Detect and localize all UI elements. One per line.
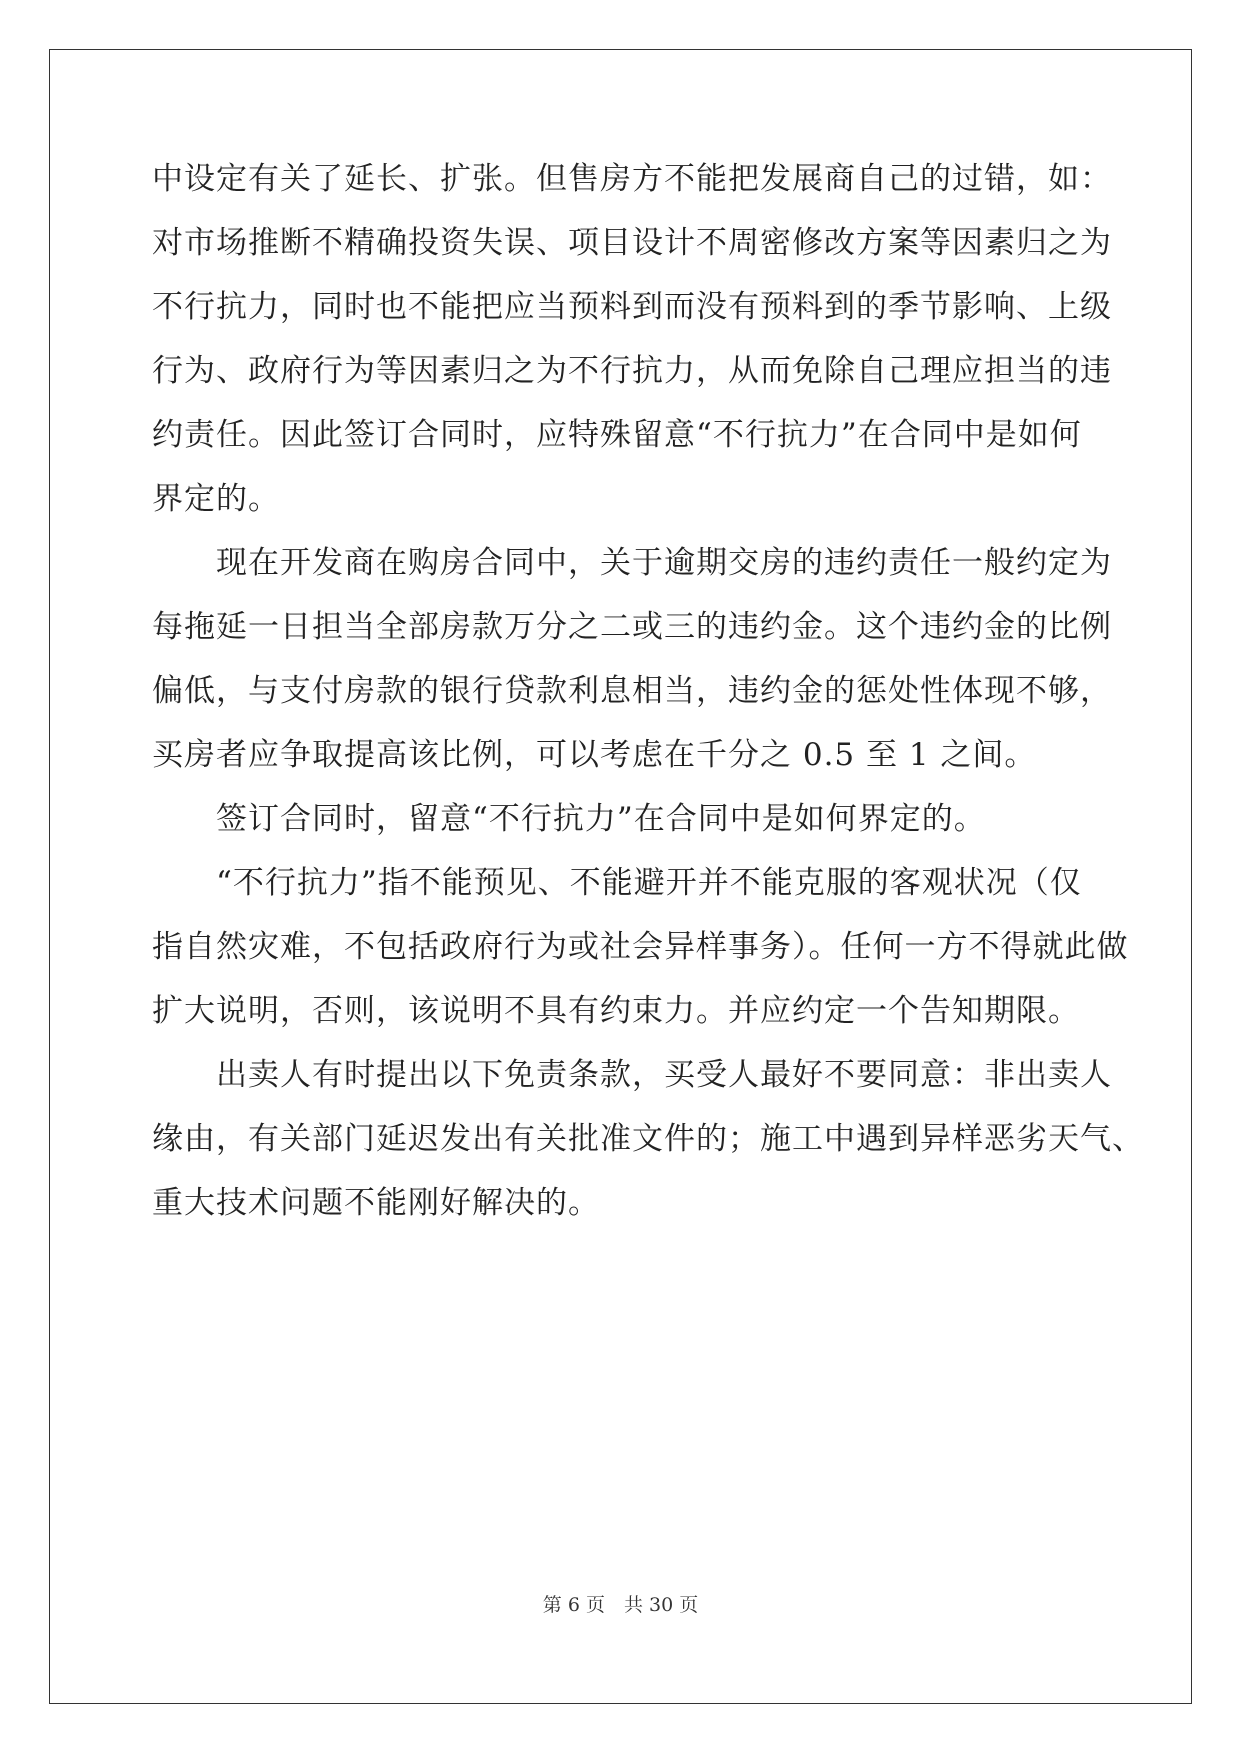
text-line: 扩大说明，否则，该说明不具有约束力。并应约定一个告知期限。	[152, 993, 1080, 1029]
text-line: 中设定有关了延长、扩张。但售房方不能把发展商自己的过错，如：	[152, 161, 1112, 197]
text-line: 出卖人有时提出以下免责条款，买受人最好不要同意：非出卖人	[152, 1057, 1112, 1093]
text-line: 对市场推断不精确投资失误、项目设计不周密修改方案等因素归之为	[152, 225, 1112, 261]
text-line: 买房者应争取提高该比例，可以考虑在千分之 0.5 至 1 之间。	[152, 737, 1037, 773]
text-line: 缘由，有关部门延迟发出有关批准文件的；施工中遇到异样恶劣天气、	[152, 1121, 1144, 1157]
text-line: 不行抗力，同时也不能把应当预料到而没有预料到的季节影响、上级	[152, 289, 1112, 325]
text-line: 行为、政府行为等因素归之为不行抗力，从而免除自己理应担当的违	[152, 353, 1112, 389]
text-line: 重大技术问题不能刚好解决的。	[152, 1185, 600, 1221]
text-line: 指自然灾难，不包括政府行为或社会异样事务）。任何一方不得就此做	[152, 929, 1129, 965]
text-line: 签订合同时，留意“不行抗力”在合同中是如何界定的。	[152, 801, 986, 837]
body-text	[152, 160, 1144, 1248]
text-line: 界定的。	[152, 481, 280, 517]
page-number-label: 第 6 页 共 30 页	[542, 1594, 699, 1616]
text-line: “不行抗力”指不能预见、不能避开并不能克服的客观状况（仅	[152, 865, 1082, 901]
text-line: 约责任。因此签订合同时，应特殊留意“不行抗力”在合同中是如何	[152, 417, 1082, 453]
text-line: 每拖延一日担当全部房款万分之二或三的违约金。这个违约金的比例	[152, 609, 1112, 645]
text-line: 偏低，与支付房款的银行贷款利息相当，违约金的惩处性体现不够，	[152, 673, 1112, 709]
page-footer	[0, 1590, 1241, 1617]
text-line: 现在开发商在购房合同中，关于逾期交房的违约责任一般约定为	[152, 545, 1112, 581]
